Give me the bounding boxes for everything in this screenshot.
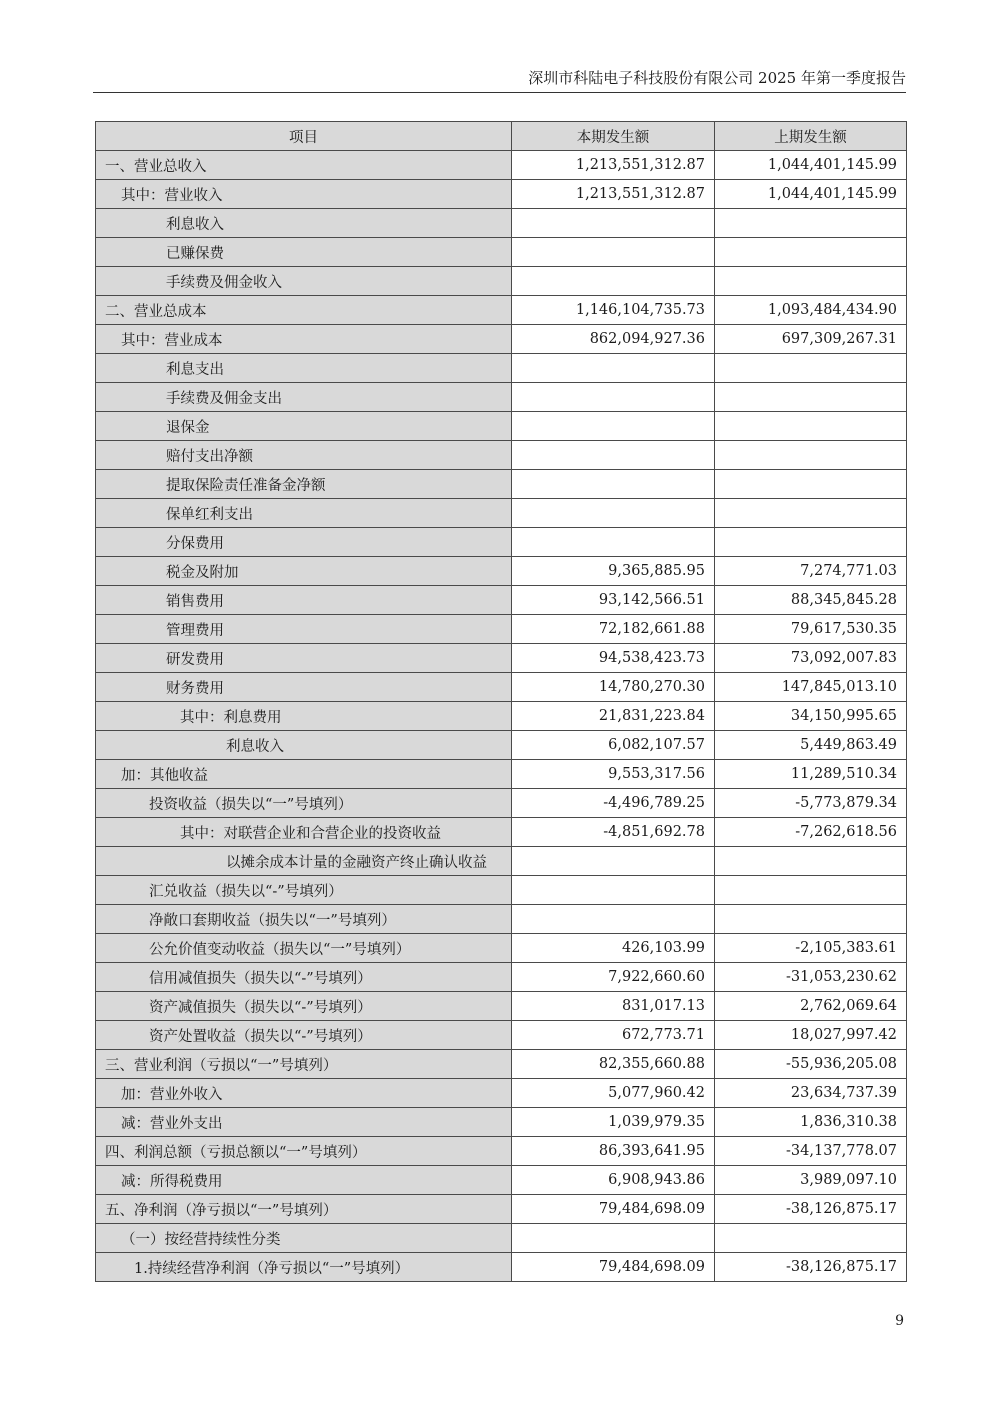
current-period-amount (512, 876, 715, 905)
prior-period-amount (715, 412, 907, 441)
row-label: 分保费用 (96, 528, 512, 557)
current-period-amount (512, 847, 715, 876)
table-row (96, 151, 907, 180)
table-row (96, 1253, 907, 1282)
prior-period-amount: 1,044,401,145.99 (715, 180, 907, 209)
current-period-amount: 14,780,270.30 (512, 673, 715, 702)
prior-period-amount: -38,126,875.17 (715, 1195, 907, 1224)
table-row (96, 818, 907, 847)
column-header-prior: 上期发生额 (715, 122, 907, 151)
table-row (96, 267, 907, 296)
row-label: 其中：营业收入 (96, 180, 512, 209)
table-row (96, 499, 907, 528)
current-period-amount: 1,213,551,312.87 (512, 151, 715, 180)
prior-period-amount (715, 905, 907, 934)
row-label: 提取保险责任准备金净额 (96, 470, 512, 499)
current-period-amount: 7,922,660.60 (512, 963, 715, 992)
row-label: 利息收入 (96, 209, 512, 238)
current-period-amount: 9,365,885.95 (512, 557, 715, 586)
prior-period-amount: 79,617,530.35 (715, 615, 907, 644)
row-label: 销售费用 (96, 586, 512, 615)
prior-period-amount: 18,027,997.42 (715, 1021, 907, 1050)
table-row (96, 325, 907, 354)
current-period-amount: 862,094,927.36 (512, 325, 715, 354)
row-label: 投资收益（损失以“一”号填列） (96, 789, 512, 818)
table-row (96, 644, 907, 673)
row-label: 加：其他收益 (96, 760, 512, 789)
table-row (96, 760, 907, 789)
table-row (96, 1166, 907, 1195)
row-label: 公允价值变动收益（损失以“一”号填列） (96, 934, 512, 963)
current-period-amount (512, 528, 715, 557)
page-header (93, 66, 906, 93)
prior-period-amount: 11,289,510.34 (715, 760, 907, 789)
table-row (96, 1224, 907, 1253)
prior-period-amount (715, 1224, 907, 1253)
row-label: 一、营业总收入 (96, 151, 512, 180)
table-row (96, 1137, 907, 1166)
current-period-amount (512, 267, 715, 296)
current-period-amount: 1,213,551,312.87 (512, 180, 715, 209)
row-label: 汇兑收益（损失以“-”号填列） (96, 876, 512, 905)
row-label: 1.持续经营净利润（净亏损以“一”号填列） (96, 1253, 512, 1282)
row-label: 加：营业外收入 (96, 1079, 512, 1108)
current-period-amount: 426,103.99 (512, 934, 715, 963)
current-period-amount (512, 238, 715, 267)
table-row (96, 1079, 907, 1108)
row-label: 减：营业外支出 (96, 1108, 512, 1137)
row-label: 手续费及佣金收入 (96, 267, 512, 296)
income-statement-table (95, 121, 907, 1282)
prior-period-amount (715, 209, 907, 238)
table-row (96, 354, 907, 383)
current-period-amount: 6,908,943.86 (512, 1166, 715, 1195)
table-row (96, 1050, 907, 1079)
table-row (96, 673, 907, 702)
table-row (96, 1195, 907, 1224)
table-row (96, 847, 907, 876)
page-number: 9 (895, 1313, 904, 1329)
column-header-item: 项目 (96, 122, 512, 151)
row-label: 手续费及佣金支出 (96, 383, 512, 412)
current-period-amount: 82,355,660.88 (512, 1050, 715, 1079)
table-row (96, 1021, 907, 1050)
current-period-amount: 94,538,423.73 (512, 644, 715, 673)
row-label: 保单红利支出 (96, 499, 512, 528)
current-period-amount (512, 441, 715, 470)
prior-period-amount (715, 267, 907, 296)
column-header-current: 本期发生额 (512, 122, 715, 151)
row-label: 退保金 (96, 412, 512, 441)
row-label: （一）按经营持续性分类 (96, 1224, 512, 1253)
current-period-amount: 9,553,317.56 (512, 760, 715, 789)
table-row (96, 731, 907, 760)
table-row (96, 992, 907, 1021)
table-row (96, 209, 907, 238)
current-period-amount: -4,496,789.25 (512, 789, 715, 818)
row-label: 管理费用 (96, 615, 512, 644)
prior-period-amount: 697,309,267.31 (715, 325, 907, 354)
prior-period-amount: 2,762,069.64 (715, 992, 907, 1021)
row-label: 研发费用 (96, 644, 512, 673)
current-period-amount: 79,484,698.09 (512, 1253, 715, 1282)
current-period-amount (512, 905, 715, 934)
report-title: 深圳市科陆电子科技股份有限公司 2025 年第一季度报告 (528, 69, 906, 87)
current-period-amount: 79,484,698.09 (512, 1195, 715, 1224)
prior-period-amount: -55,936,205.08 (715, 1050, 907, 1079)
prior-period-amount: -31,053,230.62 (715, 963, 907, 992)
current-period-amount (512, 470, 715, 499)
row-label: 其中：对联营企业和合营企业的投资收益 (96, 818, 512, 847)
row-label: 其中：利息费用 (96, 702, 512, 731)
prior-period-amount: -34,137,778.07 (715, 1137, 907, 1166)
current-period-amount (512, 1224, 715, 1253)
row-label: 四、利润总额（亏损总额以“一”号填列） (96, 1137, 512, 1166)
row-label: 利息支出 (96, 354, 512, 383)
prior-period-amount: 7,274,771.03 (715, 557, 907, 586)
row-label: 利息收入 (96, 731, 512, 760)
table-row (96, 528, 907, 557)
prior-period-amount (715, 499, 907, 528)
table-header-row (96, 122, 907, 151)
current-period-amount: 831,017.13 (512, 992, 715, 1021)
table-body (96, 151, 907, 1282)
row-label: 资产减值损失（损失以“-”号填列） (96, 992, 512, 1021)
prior-period-amount: 1,836,310.38 (715, 1108, 907, 1137)
table-row (96, 470, 907, 499)
row-label: 减：所得税费用 (96, 1166, 512, 1195)
prior-period-amount (715, 441, 907, 470)
row-label: 五、净利润（净亏损以“一”号填列） (96, 1195, 512, 1224)
current-period-amount: 6,082,107.57 (512, 731, 715, 760)
current-period-amount (512, 209, 715, 238)
row-label: 资产处置收益（损失以“-”号填列） (96, 1021, 512, 1050)
current-period-amount (512, 499, 715, 528)
row-label: 信用减值损失（损失以“-”号填列） (96, 963, 512, 992)
current-period-amount (512, 354, 715, 383)
current-period-amount: 1,146,104,735.73 (512, 296, 715, 325)
row-label: 三、营业利润（亏损以“一”号填列） (96, 1050, 512, 1079)
row-label: 其中：营业成本 (96, 325, 512, 354)
prior-period-amount: -38,126,875.17 (715, 1253, 907, 1282)
table-row (96, 586, 907, 615)
current-period-amount: 21,831,223.84 (512, 702, 715, 731)
current-period-amount: 1,039,979.35 (512, 1108, 715, 1137)
table-row (96, 905, 907, 934)
prior-period-amount (715, 847, 907, 876)
prior-period-amount: 3,989,097.10 (715, 1166, 907, 1195)
current-period-amount: -4,851,692.78 (512, 818, 715, 847)
row-label: 财务费用 (96, 673, 512, 702)
current-period-amount: 86,393,641.95 (512, 1137, 715, 1166)
current-period-amount: 72,182,661.88 (512, 615, 715, 644)
prior-period-amount (715, 354, 907, 383)
prior-period-amount: 23,634,737.39 (715, 1079, 907, 1108)
table-row (96, 412, 907, 441)
table-row (96, 383, 907, 412)
table-row (96, 1108, 907, 1137)
table-row (96, 702, 907, 731)
current-period-amount: 5,077,960.42 (512, 1079, 715, 1108)
prior-period-amount: -7,262,618.56 (715, 818, 907, 847)
table-row (96, 441, 907, 470)
prior-period-amount: 1,093,484,434.90 (715, 296, 907, 325)
table-row (96, 789, 907, 818)
table-row (96, 963, 907, 992)
table-row (96, 238, 907, 267)
table-row (96, 557, 907, 586)
current-period-amount (512, 383, 715, 412)
table-row (96, 934, 907, 963)
current-period-amount: 672,773.71 (512, 1021, 715, 1050)
row-label: 净敞口套期收益（损失以“一”号填列） (96, 905, 512, 934)
prior-period-amount (715, 238, 907, 267)
prior-period-amount (715, 528, 907, 557)
table-row (96, 615, 907, 644)
prior-period-amount: 73,092,007.83 (715, 644, 907, 673)
prior-period-amount: 147,845,013.10 (715, 673, 907, 702)
row-label: 税金及附加 (96, 557, 512, 586)
prior-period-amount: 5,449,863.49 (715, 731, 907, 760)
current-period-amount (512, 412, 715, 441)
row-label: 赔付支出净额 (96, 441, 512, 470)
row-label: 以摊余成本计量的金融资产终止确认收益 (96, 847, 512, 876)
table-row (96, 296, 907, 325)
prior-period-amount: 34,150,995.65 (715, 702, 907, 731)
prior-period-amount (715, 876, 907, 905)
current-period-amount: 93,142,566.51 (512, 586, 715, 615)
table-row (96, 180, 907, 209)
prior-period-amount (715, 470, 907, 499)
row-label: 已赚保费 (96, 238, 512, 267)
prior-period-amount: -5,773,879.34 (715, 789, 907, 818)
table-row (96, 876, 907, 905)
prior-period-amount: 88,345,845.28 (715, 586, 907, 615)
prior-period-amount: -2,105,383.61 (715, 934, 907, 963)
row-label: 二、营业总成本 (96, 296, 512, 325)
prior-period-amount: 1,044,401,145.99 (715, 151, 907, 180)
prior-period-amount (715, 383, 907, 412)
